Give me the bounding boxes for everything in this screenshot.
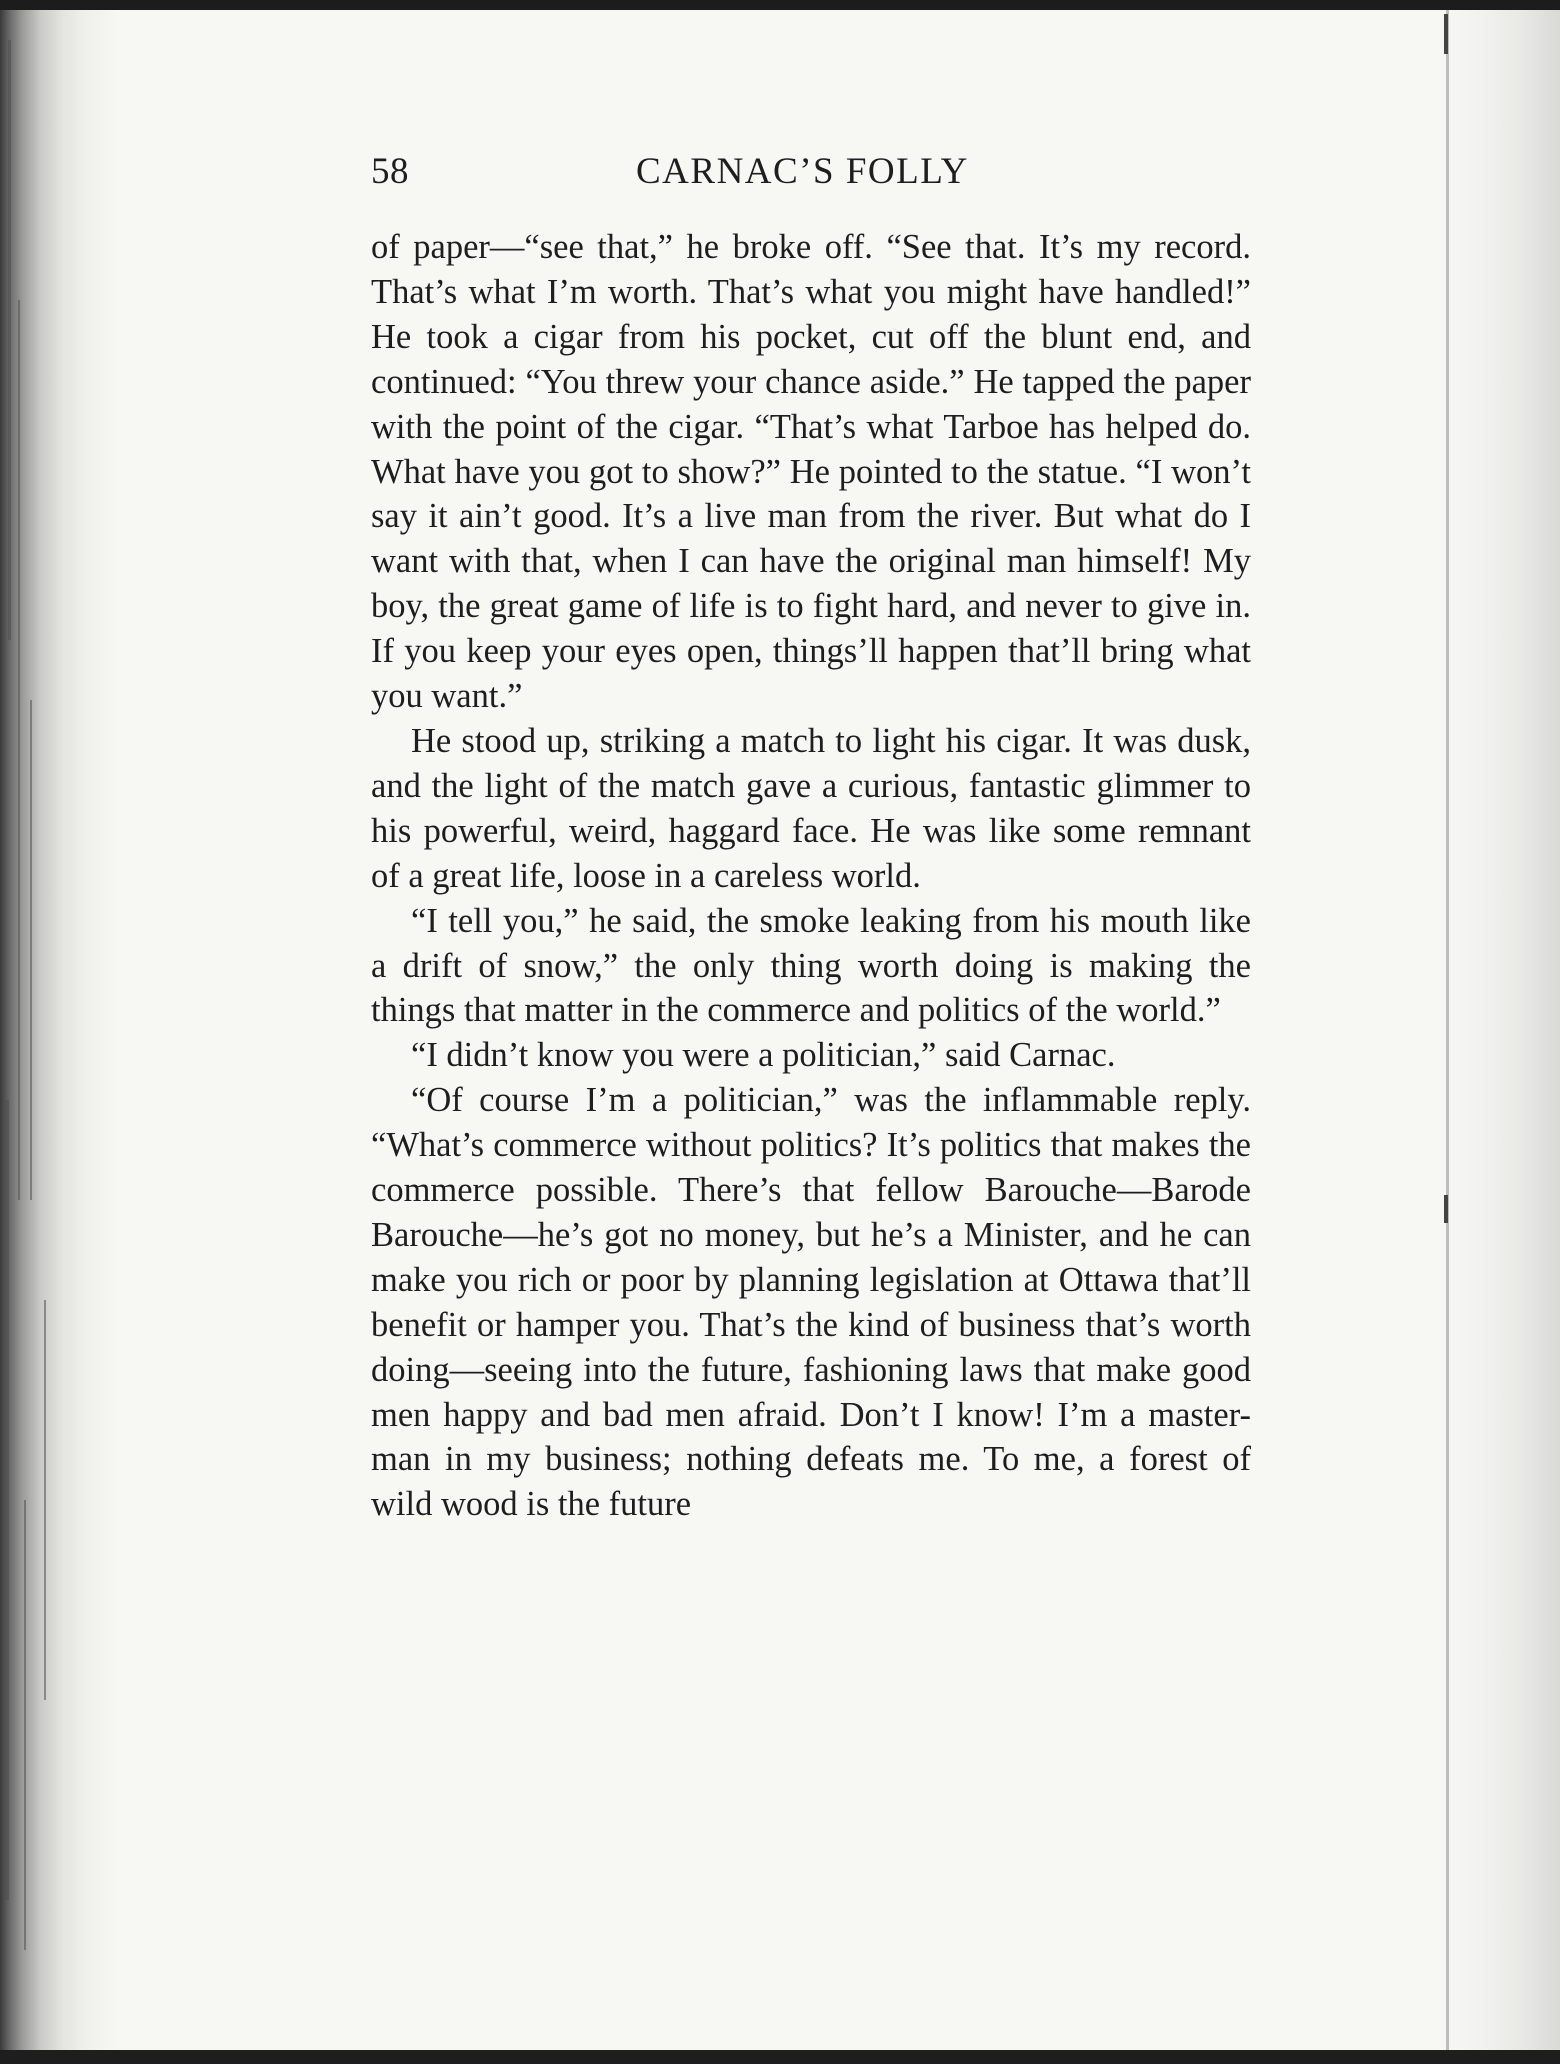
page-number: 58 [371,151,409,192]
page-edge-mark [1444,1195,1448,1223]
page-gutter-line [1446,10,1449,2050]
body-text [371,225,1251,1527]
paragraph: “I tell you,” he said, the smoke leaking from his mouth like a drift of snow,” the only thing worth doing is making the things that matter in the commerce and politics of the world.” [371,901,1251,1030]
page-edge-left [0,0,120,2064]
paragraph: “Of course I’m a politician,” was the inflammable reply. “What’s commerce without politics? It’s politics that makes the commerce possible. There’s that fellow Barouche—Barode Barouche—he’s got no money, but he’s a Minister, and he can make you rich or poor by planning legislation at Ottawa that’ll benefit or hamper you. That’s the kind of business that’s worth doing—seeing into the future, fashioning laws that make good men happy and bad men afraid. Don’t I know! I’m a master-man in my business; nothing defeats me. To me, a forest of wild wood is the future [371,1081,1251,1524]
page-edge-right [1440,0,1560,2064]
paragraph: of paper—“see that,” he broke off. “See that. It’s my record. That’s what I’m worth. That’s what you might have handled!” He took a cigar from his pocket, cut off the blunt end, and continued: “You threw your chance aside.” He tapped the paper with the point of the cigar. “That’s what Tarboe has helped do. What have you got to show?” He pointed to the statue. “I won’t say it ain’t good. It’s a live man from the river. But what do I want with that, when I can have the original man himself! My boy, the great game of life is to fight hard, and never to give in. If you keep your eyes open, things’ll happen that’ll bring what you want.” [371,228,1251,716]
running-head: CARNAC’S FOLLY [636,151,969,192]
page-header [371,150,1251,200]
scan-border-top [0,0,1560,10]
paragraph: “I didn’t know you were a politician,” said Carnac. [411,1036,1116,1075]
page-edge-mark [1444,14,1448,54]
scan-border-bottom [0,2050,1560,2064]
paragraph: He stood up, striking a match to light his cigar. It was dusk, and the light of the match gave a curious, fantastic glimmer to his powerful, weird, haggard face. He was like some remnant of a great life, loose in a careless world. [371,721,1251,895]
